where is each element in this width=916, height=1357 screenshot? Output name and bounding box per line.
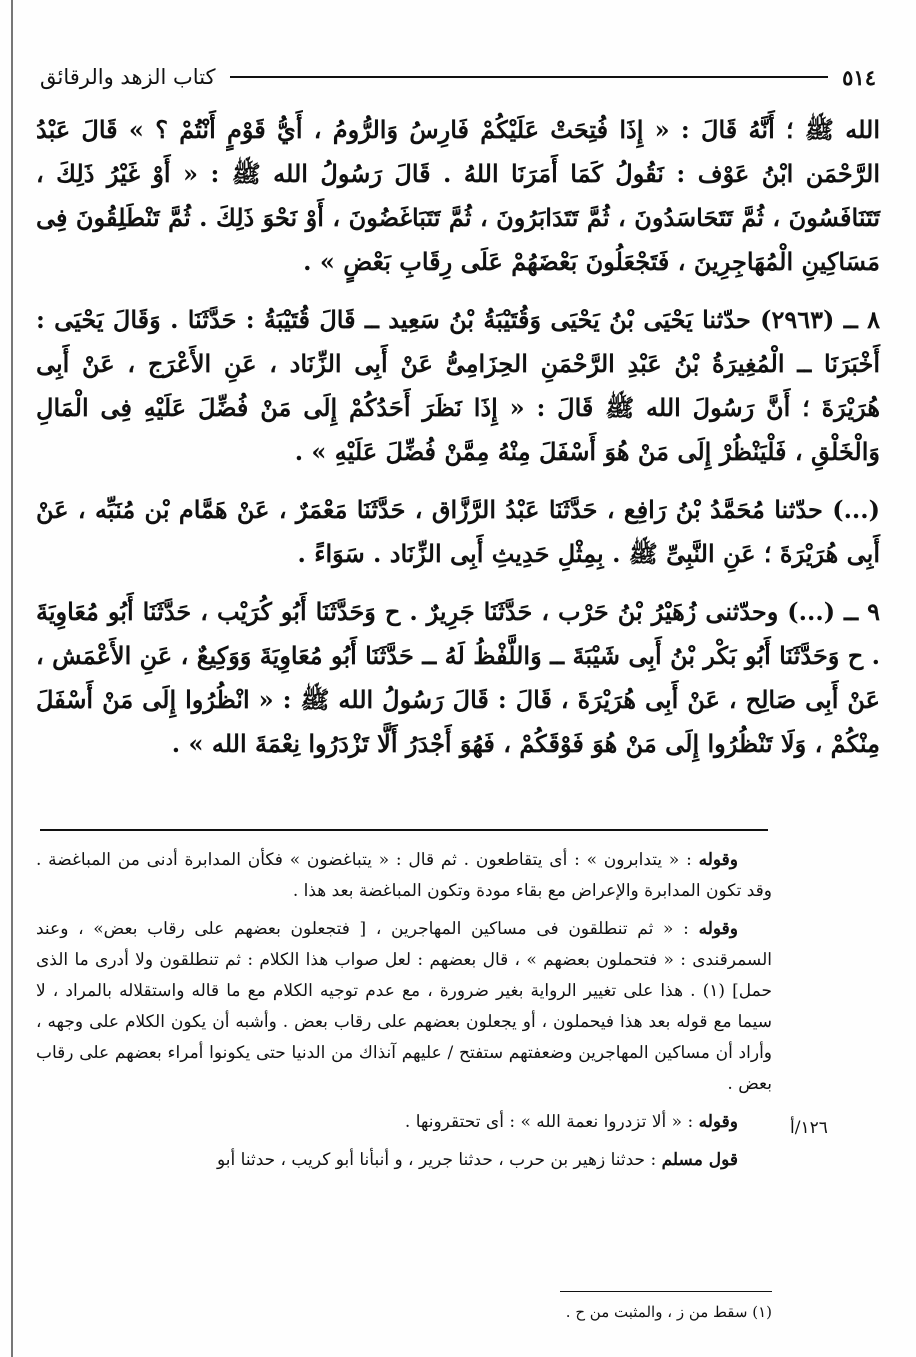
page-number: ٥١٤ [842, 64, 876, 90]
page-edge-line [11, 0, 13, 1357]
book-title: كتاب الزهد والرقائق [40, 65, 216, 89]
note-lead: وقوله [698, 919, 738, 939]
commentary-note-3 [36, 1107, 772, 1138]
commentary-note-4 [36, 1145, 772, 1176]
note-lead: وقوله [698, 850, 738, 870]
note-lead: وقوله [698, 1112, 738, 1132]
hadith-paragraph-1: الله ﷺ ؛ أَنَّهُ قَالَ : « إِذَا فُتِحَتْ عَلَيْكُمْ فَارِسُ وَالرُّومُ ، أَيُّ قَوْمٍ أَنْتُمْ ؟ » قَالَ عَبْدُ الرَّحْمَن ابْنُ عَوْف : نَقُولُ كَمَا أَمَرَنَا اللهُ . قَالَ رَسُولُ الله ﷺ : « أَوْ غَيْرُ ذَلِكَ ، تَتَنَافَسُونَ ، ثُمَّ تَتَحَاسَدُونَ ، ثُمَّ تَتَدَابَرُونَ ، ثُمَّ تَتَبَاغَضُونَ ، أَوْ نَحْوَ ذَلِكَ . ثُمَّ تَنْطَلِقُونَ فِى مَسَاكِينِ الْمُهَاجِرِينَ ، فَتَجْعَلُونَ بَعْضَهُمْ عَلَى رِقَابِ بَعْضٍ » . [36, 115, 880, 276]
footnote-separator [560, 1291, 772, 1292]
hadith-text [36, 108, 880, 766]
manuscript-folio-ref: ١٢٦/أ [790, 1118, 828, 1138]
note-text: : حدثنا زهير بن حرب ، حدثنا جرير ، و أنبأنا أبو كريب ، حدثنا أبو [217, 1150, 657, 1170]
note-text: : « ألا تزدروا نعمة الله » : أى تحتقرونها . [404, 1112, 694, 1132]
commentary-note-2 [36, 914, 772, 1100]
note-text: : « يتدابرون » : أى يتقاطعون . ثم قال : « يتباغضون » فكأن المدابرة أدنى من المباغضة . وقد تكون المدابرة والإعراض مع بقاء مودة وتكون المباغضة بعد هذا . [36, 850, 772, 901]
note-lead: قول مسلم [661, 1150, 738, 1170]
running-header [40, 62, 876, 92]
hadith-paragraph-4: ٩ ــ (...) وحدّثنى زُهَيْرُ بْنُ حَرْب ، حَدَّثَنَا جَرِيرٌ . ح وَحَدَّثَنَا أَبُو كُرَيْب ، حَدَّثَنَا أَبُو مُعَاوِيَةَ . ح وَحَدَّثَنَا أَبُو بَكْر بْنُ أَبِى شَيْبَةَ ــ وَاللَّفْظُ لَهُ ــ حَدَّثَنَا أَبُو مُعَاوِيَةَ وَوَكِيعٌ ، عَنِ الأَعْمَش ، عَنْ أَبِى صَالِح ، عَنْ أَبِى هُرَيْرَةَ ، قَالَ : قَالَ رَسُولُ الله ﷺ : « انْظُرُوا إِلَى مَنْ أَسْفَلَ مِنْكُمْ ، وَلَا تَنْظُرُوا إِلَى مَنْ هُوَ فَوْقَكُمْ ، فَهُوَ أَجْدَرُ أَلَّا تَزْدَرُوا نِعْمَةَ الله » . [36, 597, 880, 758]
hadith-paragraph-3: (...) حدّثنا مُحَمَّدُ بْنُ رَافِع ، حَدَّثَنَا عَبْدُ الرَّزَّاق ، حَدَّثَنَا مَعْمَرٌ ، عَنْ هَمَّام بْن مُنَبِّه ، عَنْ أَبِى هُرَيْرَةَ ؛ عَنِ النَّبِىِّ ﷺ . بِمِثْلِ حَدِيثِ أَبِى الزِّنَاد . سَوَاءً . [36, 495, 880, 568]
commentary-note-1 [36, 845, 772, 907]
commentary-separator [40, 829, 768, 831]
footnote: (١) سقط من ز ، والمثبت من ح . [565, 1303, 772, 1321]
hadith-paragraph-2: ٨ ــ (٢٩٦٣) حدّثنا يَحْيَى بْنُ يَحْيَى وَقُتَيْبَةُ بْنُ سَعِيد ــ قَالَ قُتَيْبَةُ : حَدَّثَنَا . وَقَالَ يَحْيَى : أَخْبَرَنَا ــ الْمُغِيرَةُ بْنُ عَبْدِ الرَّحْمَنِ الحِزَامِىُّ عَنْ أَبِى الزِّنَاد ، عَنِ الأَعْرَج ، عَنْ أَبِى هُرَيْرَةَ ؛ أَنَّ رَسُولَ الله ﷺ قَالَ : « إِذَا نَظَرَ أَحَدُكُمْ إِلَى مَنْ فُضِّلَ عَلَيْهِ فِى الْمَالِ وَالْخَلْقِ ، فَلْيَنْظُرْ إِلَى مَنْ هُوَ أَسْفَلَ مِنْهُ مِمَّنْ فُضِّلَ عَلَيْهِ » . [36, 305, 880, 466]
note-text: : « ثم تنطلقون فى مساكين المهاجرين ، [ فتجعلون بعضهم على رقاب بعض» ، وعند السمرقندى : « فتحملون بعضهم » ، قال بعضهم : لعل صواب هذا الكلام : ثم تنطلقون ولا أدرى ما الذى حمل] (١) . هذا على تغيير الرواية بغير ضرورة ، مع عدم توجيه الكلام مع ما قاله واستقلاله بالمراد ، لا سيما مع قوله بعد هذا فيحملون ، أو يجعلون بعضهم على رقاب بعض . وأشبه أن يكون الكلام على وجهه ، وأراد أن مساكين المهاجرين وضعفتهم ستفتح / عليهم آنذاك من الدنيا حتى يكونوا أمراء بعضهم على رقاب بعض . [36, 919, 772, 1094]
commentary [36, 845, 772, 1183]
header-rule [230, 76, 829, 78]
